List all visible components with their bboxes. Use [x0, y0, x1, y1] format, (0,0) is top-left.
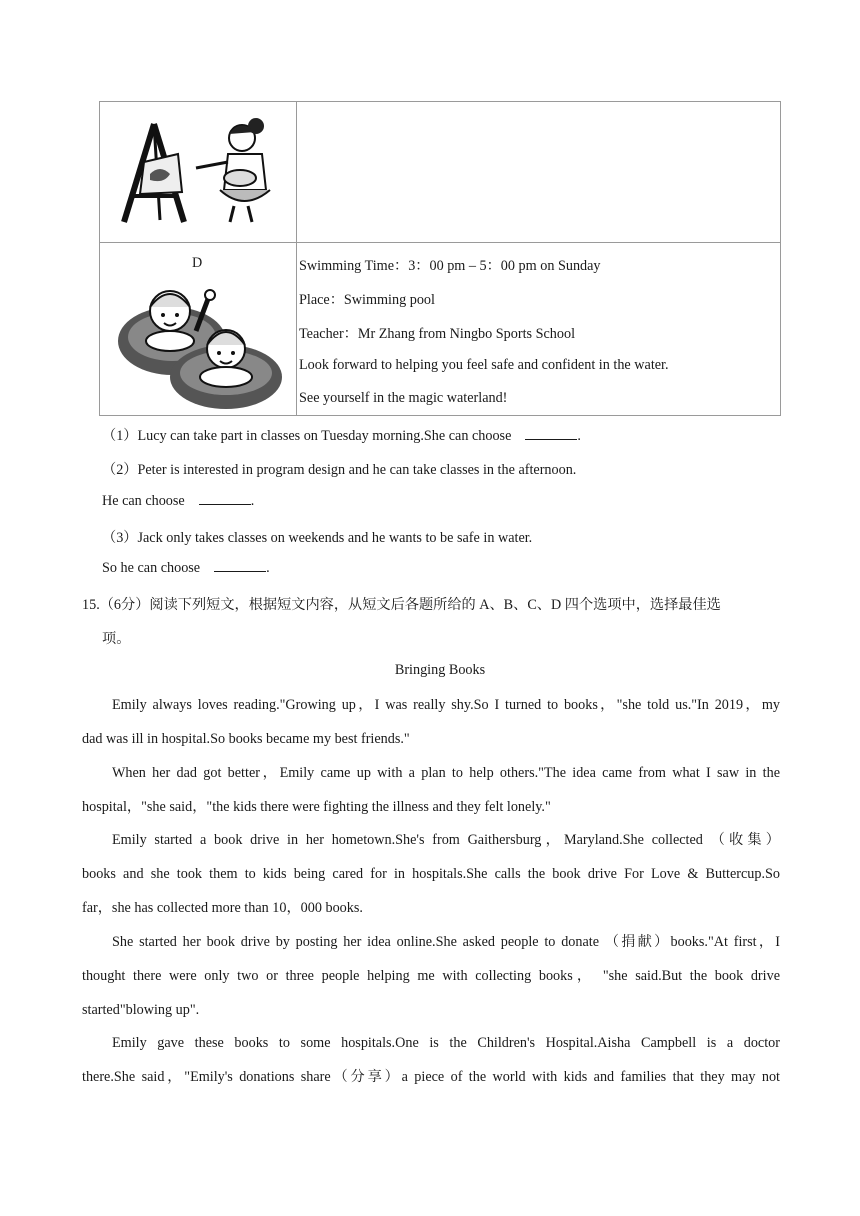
activity-table: [99, 101, 781, 416]
answer-blank[interactable]: [525, 428, 577, 440]
kids-swimming-illustration: [114, 281, 284, 411]
section-15-heading: 15.（6分）阅读下列短文，根据短文内容，从短文后各题所给的 A、B、C、D 四个选项中，选择最佳选: [82, 597, 721, 613]
girl-painting-illustration: [100, 102, 296, 226]
painting-image-cell: [100, 102, 297, 243]
question-1: （1）Lucy can take part in classes on Tuesday morning.She can choose .: [102, 428, 581, 444]
swimming-place: Place：Swimming pool: [299, 292, 435, 308]
passage-paragraph-2: When her dad got better，Emily came up with a plan to help others."The idea came from what I saw in the hospital，"she said，"the kids there were fighting the illness and they felt lonely.": [82, 765, 780, 815]
swimming-teacher: Teacher：Mr Zhang from Ningbo Sports School: [299, 326, 576, 342]
swimming-image-cell: [100, 243, 297, 416]
swimming-time: Swimming Time：3：00 pm – 5：00 pm on Sunday: [299, 258, 601, 274]
painting-info-cell: [297, 102, 781, 243]
passage-paragraph-1: Emily always loves reading."Growing up，I was really shy.So I turned to books，"she told us."In 2019，my dad was ill in hospital.So books became my best friends.": [82, 697, 780, 747]
passage-paragraph-3: Emily started a book drive in her hometown.She's from Gaithersburg，Maryland.She collected （收集） books and she took them to kids being cared for in hospitals.She calls the book drive For Love & Buttercup.So far，she has collected more than 10，000 books.: [82, 832, 780, 916]
passage-paragraph-5: Emily gave these books to some hospitals.One is the Children's Hospital.Aisha Campbell is a doctor there.She said，"Emily's donations share（分享）a piece of the world with kids and families that they may not: [82, 1035, 780, 1085]
question-3-line-2: So he can choose .: [102, 560, 270, 576]
row-label-d: D: [192, 255, 203, 271]
swimming-info-cell: [297, 243, 781, 416]
swimming-description: Look forward to helping you feel safe and confident in the water.: [299, 357, 669, 373]
question-2-line-1: （2）Peter is interested in program design and he can take classes in the afternoon.: [102, 462, 577, 478]
passage-paragraph-4: She started her book drive by posting her idea online.She asked people to donate （捐献）books."At first，I thought there were only two or three people helping me with collecting books， "she said.But the book drive started"blowing up".: [82, 934, 780, 1018]
answer-blank[interactable]: [199, 493, 251, 505]
answer-blank[interactable]: [214, 560, 266, 572]
table-row: [100, 243, 781, 416]
table-row: [100, 102, 781, 243]
swimming-slogan: See yourself in the magic waterland!: [299, 390, 508, 406]
question-3-line-1: （3）Jack only takes classes on weekends and he wants to be safe in water.: [102, 530, 533, 546]
question-2-line-2: He can choose .: [102, 493, 255, 509]
passage-title: Bringing Books: [394, 662, 486, 678]
section-15-heading-cont: 项。: [102, 631, 131, 647]
